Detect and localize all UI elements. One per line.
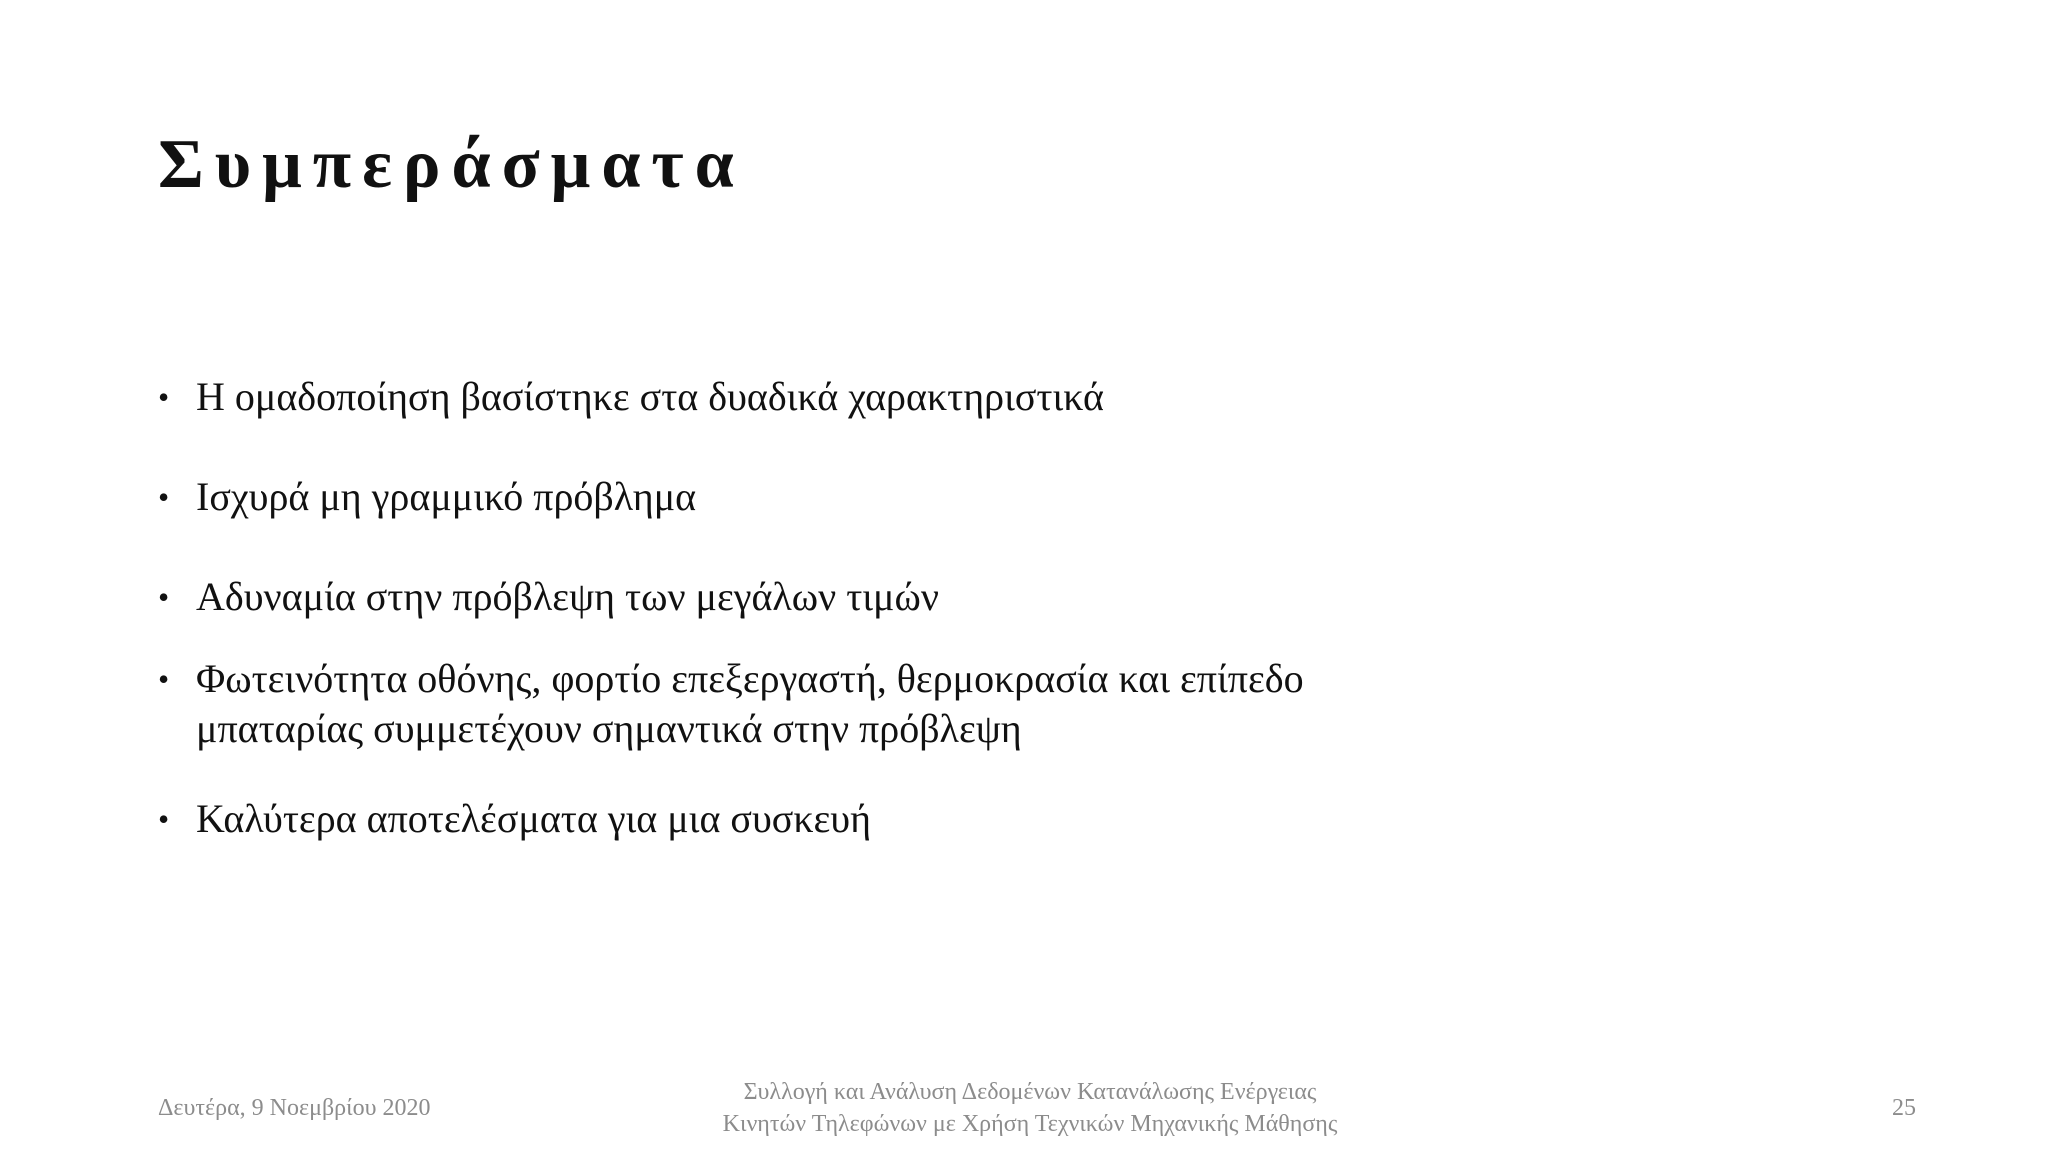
bullet-marker: •	[158, 579, 170, 615]
bullet-marker: •	[158, 379, 170, 415]
bullet-text: Φωτεινότητα οθόνης, φορτίο επεξεργαστή, θερμοκρασία και επίπεδο μπαταρίας συμμετέχουν σημαντικά στην πρόβλεψη	[196, 656, 1304, 751]
bullet-text: Ισχυρά μη γραμμικό πρόβλημα	[196, 474, 697, 519]
bullet-text: Καλύτερα αποτελέσματα για μια συσκευή	[196, 796, 871, 841]
bullet-marker: •	[158, 479, 170, 515]
bullet-item	[158, 654, 1478, 754]
bullet-marker: •	[158, 661, 170, 697]
footer-title	[560, 1076, 1500, 1140]
bullet-item	[158, 794, 1478, 844]
bullet-text: Αδυναμία στην πρόβλεψη των μεγάλων τιμών	[196, 574, 939, 619]
footer-title-line-1: Συλλογή και Ανάλυση Δεδομένων Κατανάλωσης Ενέργειας	[743, 1079, 1317, 1105]
page-number: 25	[1892, 1095, 1916, 1121]
footer-date: Δευτέρα, 9 Νοεμβρίου 2020	[158, 1095, 431, 1121]
bullet-item	[158, 572, 1478, 622]
footer-title-line-2: Κινητών Τηλεφώνων με Χρήση Τεχνικών Μηχανικής Μάθησης	[722, 1111, 1338, 1137]
bullet-item	[158, 372, 1478, 422]
bullet-list	[158, 372, 1478, 844]
slide-title: Συμπεράσματα	[158, 126, 745, 203]
bullet-marker: •	[158, 801, 170, 837]
bullet-text: Η ομαδοποίηση βασίστηκε στα δυαδικά χαρακτηριστικά	[196, 374, 1104, 419]
bullet-item	[158, 472, 1478, 522]
